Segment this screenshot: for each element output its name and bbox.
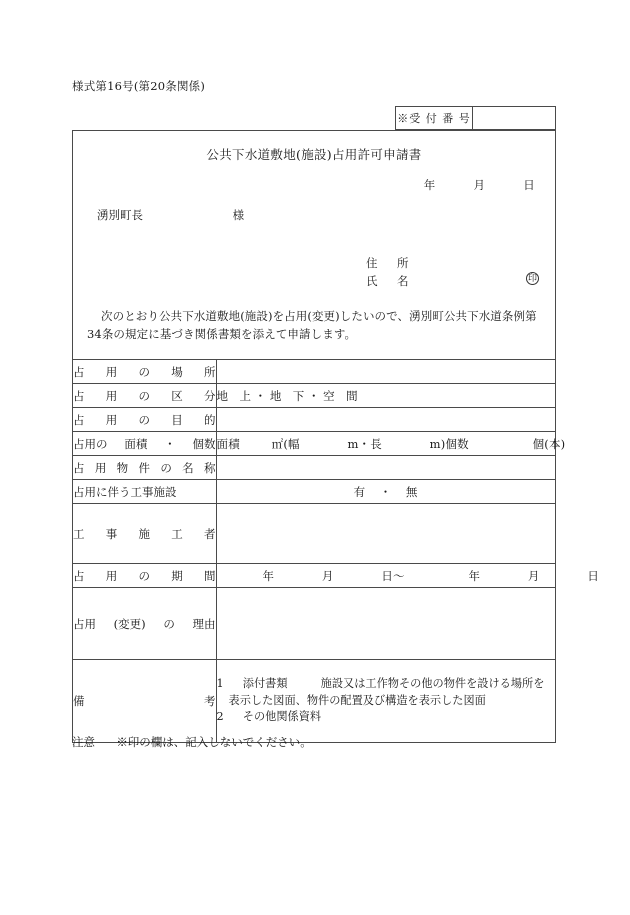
category-option-above-ground[interactable]: 地 上: [216, 388, 251, 403]
row-label-period: [73, 564, 216, 588]
applicant-address-label: 住 所: [366, 256, 413, 270]
remarks-line-1: [217, 676, 556, 693]
period-end-year: 年: [468, 568, 481, 583]
applicant-name-label: 氏 名: [366, 274, 413, 288]
label-char: の: [163, 616, 175, 631]
date-year-label: 年: [423, 178, 436, 192]
label-char: 件: [138, 460, 150, 475]
period-end-day: 日: [587, 568, 600, 583]
table-row-period: [73, 564, 555, 588]
remarks-item-1-number: 1: [216, 677, 224, 691]
date-day-label: 日: [523, 178, 535, 192]
note-prefix: 注意: [72, 735, 95, 749]
label-char: 占用の: [73, 436, 108, 451]
label-char: の: [138, 388, 150, 403]
label-char: 分: [204, 388, 216, 403]
remarks-item-2-number: 2: [216, 710, 224, 724]
field-purpose[interactable]: [216, 408, 555, 432]
date-line: [424, 177, 535, 193]
period-start-day: 日～: [381, 568, 405, 583]
table-row-category: [73, 384, 555, 408]
label-char: 所: [204, 364, 216, 379]
row-label-reason: [73, 588, 216, 660]
label-char: 物: [116, 460, 129, 475]
receipt-number-box: [395, 106, 556, 130]
area-count-unit: 個(本): [532, 436, 566, 451]
label-char: 用: [105, 568, 118, 583]
label-char: 用: [105, 388, 118, 403]
row-label-remarks: [73, 660, 216, 743]
table-row-reason: [73, 588, 555, 660]
label-char: 個数: [192, 436, 216, 451]
field-category[interactable]: [216, 384, 555, 408]
label-char: 名: [182, 460, 194, 475]
field-remarks: [216, 660, 555, 743]
receipt-number-label: ※受 付 番 号: [396, 107, 473, 129]
table-row-remarks: [73, 660, 555, 743]
label-char: 備: [73, 694, 85, 708]
label-char: 称: [203, 460, 216, 475]
label-char: 占: [73, 460, 85, 475]
table-row-location: [73, 360, 555, 384]
receipt-number-field[interactable]: [473, 107, 555, 129]
date-month-label: 月: [473, 178, 486, 192]
addressee-name: 湧別町長: [97, 208, 143, 222]
label-char: 工: [73, 526, 85, 541]
table-row-construction-facility: [73, 480, 555, 504]
label-char: 占用: [73, 616, 96, 631]
facility-option-yes[interactable]: 有: [353, 484, 366, 499]
table-row-object-name: [73, 456, 555, 480]
row-label-area-count: [73, 432, 216, 456]
table-row-contractor: [73, 504, 555, 564]
table-row-area-count: [73, 432, 555, 456]
label-char: 考: [204, 694, 216, 708]
label-char: ・: [164, 436, 176, 451]
label-char: 占: [73, 412, 85, 427]
label-char: 期: [171, 568, 183, 583]
label-char: (変更): [113, 616, 146, 631]
category-option-underground[interactable]: 地 下: [269, 388, 305, 403]
applicant-address-row: [366, 254, 413, 272]
applicant-block: [366, 254, 537, 290]
period-start-year: 年: [262, 568, 275, 583]
label-char: 用: [94, 460, 107, 475]
application-table: [73, 359, 600, 742]
label-char: 区: [171, 388, 183, 403]
table-row-purpose: [73, 408, 555, 432]
remarks-line-3: [217, 709, 556, 726]
remarks-line-2: 表示した図面、物件の配置及び構造を表示した図面: [228, 693, 486, 707]
separator-dot: ・: [307, 388, 320, 403]
category-option-airspace[interactable]: 空 間: [323, 388, 358, 403]
row-label-category: [73, 384, 216, 408]
label-char: 面積: [124, 436, 148, 451]
body-text: 次のとおり公共下水道敷地(施設)を占用(変更)したいので、湧別町公共下水道条例第34条の規定に基づき関係書類を添えて申請します。: [87, 309, 537, 341]
label-char: 間: [204, 568, 216, 583]
form-header: [73, 131, 555, 359]
applicant-name-row: [366, 272, 537, 290]
label-char: 占: [73, 568, 85, 583]
page-title: 公共下水道敷地(施設)占用許可申請書: [206, 147, 422, 162]
row-label-contractor: [73, 504, 216, 564]
label-text: 占用に伴う工事施設: [73, 484, 177, 499]
label-char: 事: [105, 526, 118, 541]
label-char: 理由: [192, 616, 216, 631]
field-location[interactable]: [216, 360, 555, 384]
remarks-item-2-text: その他関係資料: [242, 710, 322, 724]
field-reason[interactable]: [216, 588, 555, 660]
addressee: [97, 207, 244, 223]
facility-option-no[interactable]: 無: [405, 484, 418, 499]
label-char: の: [138, 364, 150, 379]
note-line: [72, 734, 312, 750]
area-label: 面積: [216, 436, 240, 451]
field-period[interactable]: [216, 564, 600, 588]
area-count-label: m)個数: [429, 436, 469, 451]
field-object-name[interactable]: [216, 456, 555, 480]
field-contractor[interactable]: [216, 504, 555, 564]
label-char: 場: [171, 364, 183, 379]
label-char: 工: [171, 526, 183, 541]
row-label-purpose: [73, 408, 216, 432]
form-frame: [72, 130, 600, 743]
remarks-item-1-title: 添付書類: [242, 677, 288, 691]
period-end-month: 月: [527, 568, 540, 583]
label-char: 者: [204, 526, 216, 541]
seal-stamp-icon: 印: [527, 274, 537, 284]
label-char: 用: [105, 412, 118, 427]
addressee-honorific: 様: [232, 208, 245, 222]
period-start-month: 月: [321, 568, 334, 583]
area-unit-width: ㎡(幅: [271, 436, 300, 451]
row-label-location: [73, 360, 216, 384]
label-char: 占: [73, 388, 85, 403]
label-char: 施: [138, 526, 150, 541]
row-label-object-name: [73, 456, 216, 480]
label-char: の: [138, 412, 150, 427]
row-label-construction-facility: [73, 480, 216, 504]
separator-dot: ・: [379, 484, 392, 499]
note-text: ※印の欄は、記入しないでください。: [116, 735, 312, 749]
label-char: 用: [105, 364, 118, 379]
form-number: 様式第16号(第20条関係): [72, 79, 206, 93]
remarks-item-1-text: 施設又は工作物その他の物件を設ける場所を: [320, 677, 545, 691]
label-char: 的: [204, 412, 216, 427]
area-unit-length: m・長: [347, 436, 382, 451]
label-char: 目: [171, 412, 183, 427]
label-char: の: [138, 568, 150, 583]
label-char: 占: [73, 364, 85, 379]
label-char: の: [160, 460, 172, 475]
field-construction-facility[interactable]: [216, 480, 555, 504]
field-area-count[interactable]: [216, 432, 566, 456]
separator-dot: ・: [254, 388, 267, 403]
